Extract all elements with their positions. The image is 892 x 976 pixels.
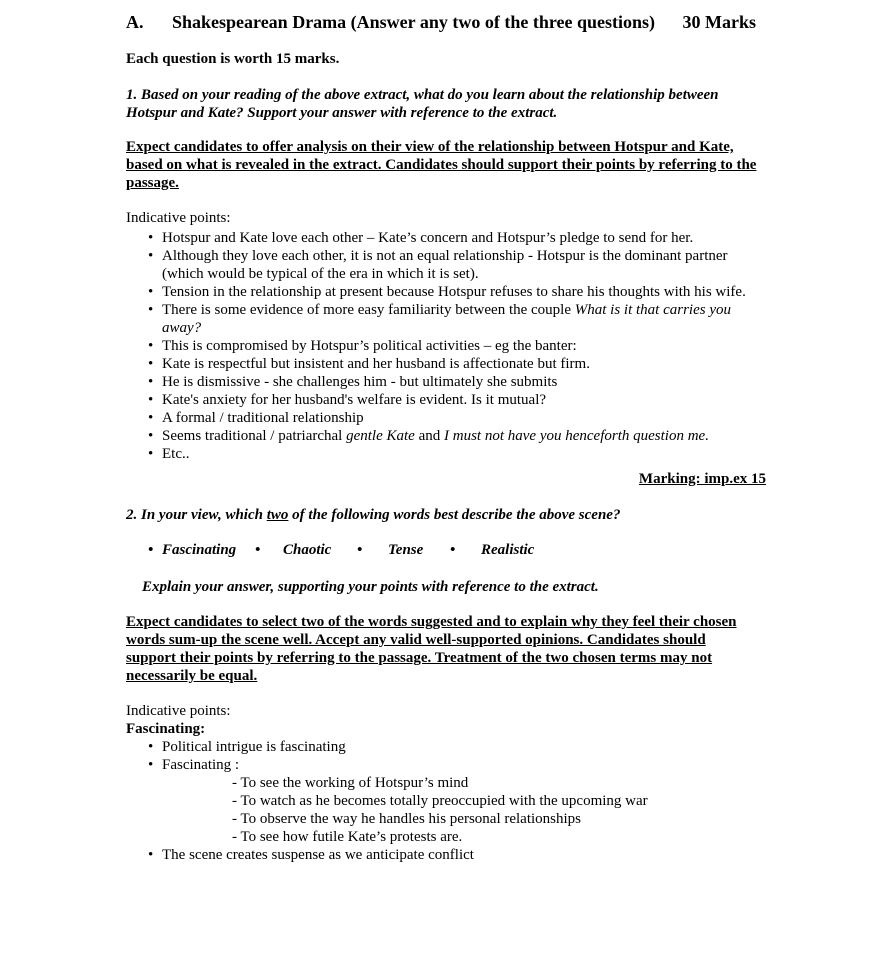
q2-subpoints	[126, 774, 766, 846]
point-text: Seems traditional / patriarchal	[162, 428, 347, 444]
list-item: • Kate is respectful but insistent and her husband is affectionate but firm.	[126, 355, 766, 373]
q2-expectation: Expect candidates to select two of the words suggested and to explain why they feel their chosen words sum-up the scene well. Accept any valid well-supported opinions. Candidates should support their points by referring to the passage. Treatment of the two chosen terms may not necessarily be equal.	[126, 614, 737, 684]
q1-points	[126, 229, 766, 463]
q1-indicative-label: Indicative points:	[126, 210, 231, 226]
q1-expectation: Expect candidates to offer analysis on their view of the relationship between Hotspur and Kate, based on what is revealed in the extract. Candidates should support their points by referring to the passage.	[126, 139, 757, 191]
q2-explain: Explain your answer, supporting your points with reference to the extract.	[142, 579, 599, 595]
marks-note: Each question is worth 15 marks.	[126, 51, 340, 67]
list-item: - To see the working of Hotspur’s mind	[232, 774, 766, 792]
list-item: • This is compromised by Hotspur’s political activities – eg the banter:	[126, 337, 766, 355]
question-2	[126, 506, 766, 524]
point-quote: What is it that carries you away?	[162, 302, 731, 336]
list-item: • Political intrigue is fascinating	[126, 738, 766, 756]
list-item: • Fascinating :	[126, 756, 766, 774]
q2-subheading: Fascinating:	[126, 721, 206, 737]
q2-text: 2. In your view, which	[126, 507, 267, 523]
q2-points	[126, 738, 766, 864]
word-option: Chaotic	[283, 542, 332, 558]
q2-indicative-label: Indicative points:	[126, 703, 231, 719]
section-header	[126, 11, 766, 33]
question-1: 1. Based on your reading of the above extract, what do you learn about the relationship between Hotspur and Kate? Support your answer with reference to the extract.	[126, 87, 719, 121]
section-marks: 30 Marks	[682, 12, 756, 32]
list-item: • Kate's anxiety for her husband's welfare is evident. Is it mutual?	[126, 391, 766, 409]
point-quote: gentle Kate	[346, 428, 415, 444]
list-item: - To see how futile Kate’s protests are.	[232, 828, 766, 846]
point-text: and	[414, 428, 445, 444]
list-item	[126, 301, 766, 337]
list-item: - To watch as he becomes totally preoccupied with the upcoming war	[232, 792, 766, 810]
list-item: • The scene creates suspense as we anticipate conflict	[126, 846, 766, 864]
list-item: • Tension in the relationship at present because Hotspur refuses to share his thoughts with his wife.	[126, 283, 766, 301]
word-option: Fascinating	[162, 542, 237, 558]
list-item	[126, 427, 766, 445]
list-item: • Etc..	[126, 445, 766, 463]
point-quote: I must not have you henceforth question me.	[444, 428, 709, 444]
section-letter: A.	[126, 12, 144, 32]
list-item: - To observe the way he handles his personal relationships	[232, 810, 766, 828]
word-option: Realistic	[481, 542, 535, 558]
list-item: • Hotspur and Kate love each other – Kate’s concern and Hotspur’s pledge to send for her.	[126, 229, 766, 247]
q2-emphasis: two	[266, 507, 289, 523]
word-option: Tense	[388, 542, 424, 558]
bullet-icon: •	[148, 542, 154, 558]
q1-marking: Marking: imp.ex 15	[638, 471, 766, 487]
point-text: There is some evidence of more easy familiarity between the couple	[162, 302, 575, 318]
list-item: • A formal / traditional relationship	[126, 409, 766, 427]
section-title: Shakespearean Drama (Answer any two of the three questions)	[172, 12, 655, 32]
bullet-icon: •	[450, 542, 456, 558]
bullet-icon: •	[255, 542, 261, 558]
bullet-icon: •	[357, 542, 363, 558]
list-item: • He is dismissive - she challenges him - but ultimately she submits	[126, 373, 766, 391]
q2-text: of the following words best describe the above scene?	[288, 507, 621, 523]
list-item: • Although they love each other, it is not an equal relationship - Hotspur is the dominant partner (which would be typical of the era in which it is set).	[126, 247, 766, 283]
